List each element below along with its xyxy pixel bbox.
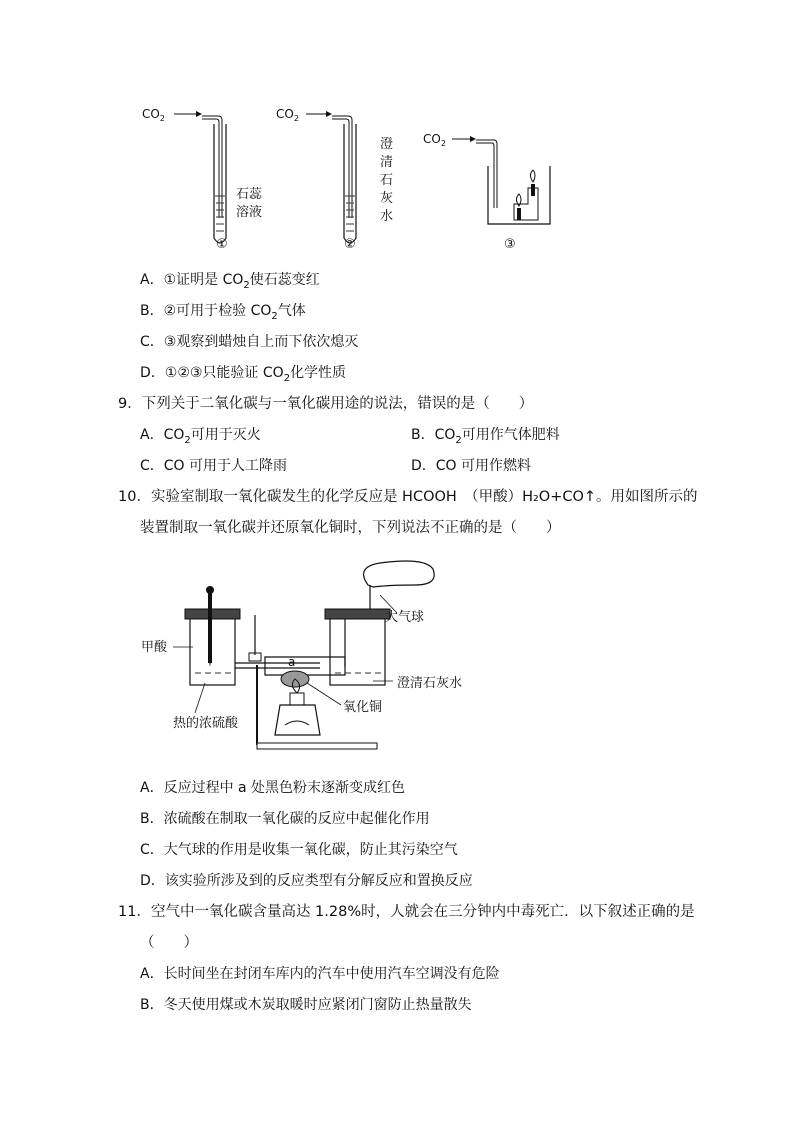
co-reduction-apparatus-figure	[135, 555, 485, 760]
q11-stem-line2: （ ）	[140, 935, 198, 951]
q8-option-c[interactable]: C．③观察到蜡烛自上而下依次熄灭	[140, 334, 359, 350]
svg-text:热的浓硫酸: 热的浓硫酸	[173, 716, 239, 731]
q8-option-b[interactable]: B．②可用于检验 $CO_2$气体	[140, 303, 306, 322]
svg-text:大气球: 大气球	[385, 610, 425, 625]
q9-option-b[interactable]: B．$CO_2$可用作气体肥料	[411, 427, 560, 446]
q11-option-b[interactable]: B．冬天使用煤或木炭取暖时应紧闭门窗防止热量散失	[140, 997, 472, 1013]
svg-text:CO2: $CO_2$	[276, 107, 299, 123]
q10-stem-line1: 10．实验室制取一氧化碳发生的化学反应是 HCOOH （甲酸）H₂O+CO↑。用如图所示的	[118, 489, 698, 505]
tube-1-litmus	[142, 107, 263, 252]
q10-option-a[interactable]: A．反应过程中 a 处黑色粉末逐渐变成红色	[140, 780, 406, 796]
q9-option-a[interactable]: A．$CO_2$可用于灭火	[140, 427, 261, 446]
svg-text:清: 清	[380, 155, 394, 170]
svg-text:a: a	[288, 655, 296, 669]
q10-option-b[interactable]: B．浓硫酸在制取一氧化碳的反应中起催化作用	[140, 811, 430, 827]
co2-experiments-figure	[130, 100, 570, 260]
q11-option-a[interactable]: A．长时间坐在封闭车库内的汽车中使用汽车空调没有危险	[140, 966, 500, 982]
svg-text:水: 水	[380, 209, 394, 224]
q8-option-a[interactable]: A．①证明是 $CO_2$使石蕊变红	[140, 272, 320, 291]
svg-text:石: 石	[380, 173, 394, 188]
q11-stem-line1: 11．空气中一氧化碳含量高达 1.28%时，人就会在三分钟内中毒死亡．以下叙述正确的是	[118, 904, 695, 920]
q10-stem-line2: 装置制取一氧化碳并还原氧化铜时，下列说法不正确的是（ ）	[140, 520, 561, 536]
svg-text:③: ③	[504, 237, 516, 252]
svg-text:澄清石灰水: 澄清石灰水	[397, 676, 463, 691]
svg-text:灰: 灰	[380, 191, 394, 206]
q10-option-d[interactable]: D．该实验所涉及到的反应类型有分解反应和置换反应	[140, 873, 473, 889]
q10-option-c[interactable]: C．大气球的作用是收集一氧化碳，防止其污染空气	[140, 842, 458, 858]
tube-2-limewater	[276, 107, 393, 252]
q9-stem: 9．下列关于二氧化碳与一氧化碳用途的说法，错误的是（ ）	[118, 396, 534, 412]
svg-text:石蕊: 石蕊	[236, 187, 263, 202]
svg-text:溶液: 溶液	[236, 205, 263, 220]
svg-text:氧化铜: 氧化铜	[343, 700, 383, 715]
q9-option-d[interactable]: D．CO 可用作燃料	[411, 458, 532, 474]
beaker-3-candles	[423, 132, 550, 252]
q9-option-c[interactable]: C．CO 可用于人工降雨	[140, 458, 288, 474]
svg-text:甲酸: 甲酸	[141, 640, 168, 655]
svg-text:①: ①	[216, 237, 228, 252]
svg-text:CO2: $CO_2$	[142, 107, 165, 123]
svg-text:CO2: $CO_2$	[423, 132, 446, 148]
q8-option-d[interactable]: D．①②③只能验证 $CO_2$化学性质	[140, 365, 347, 384]
svg-text:②: ②	[344, 237, 356, 252]
svg-text:澄: 澄	[380, 137, 394, 152]
